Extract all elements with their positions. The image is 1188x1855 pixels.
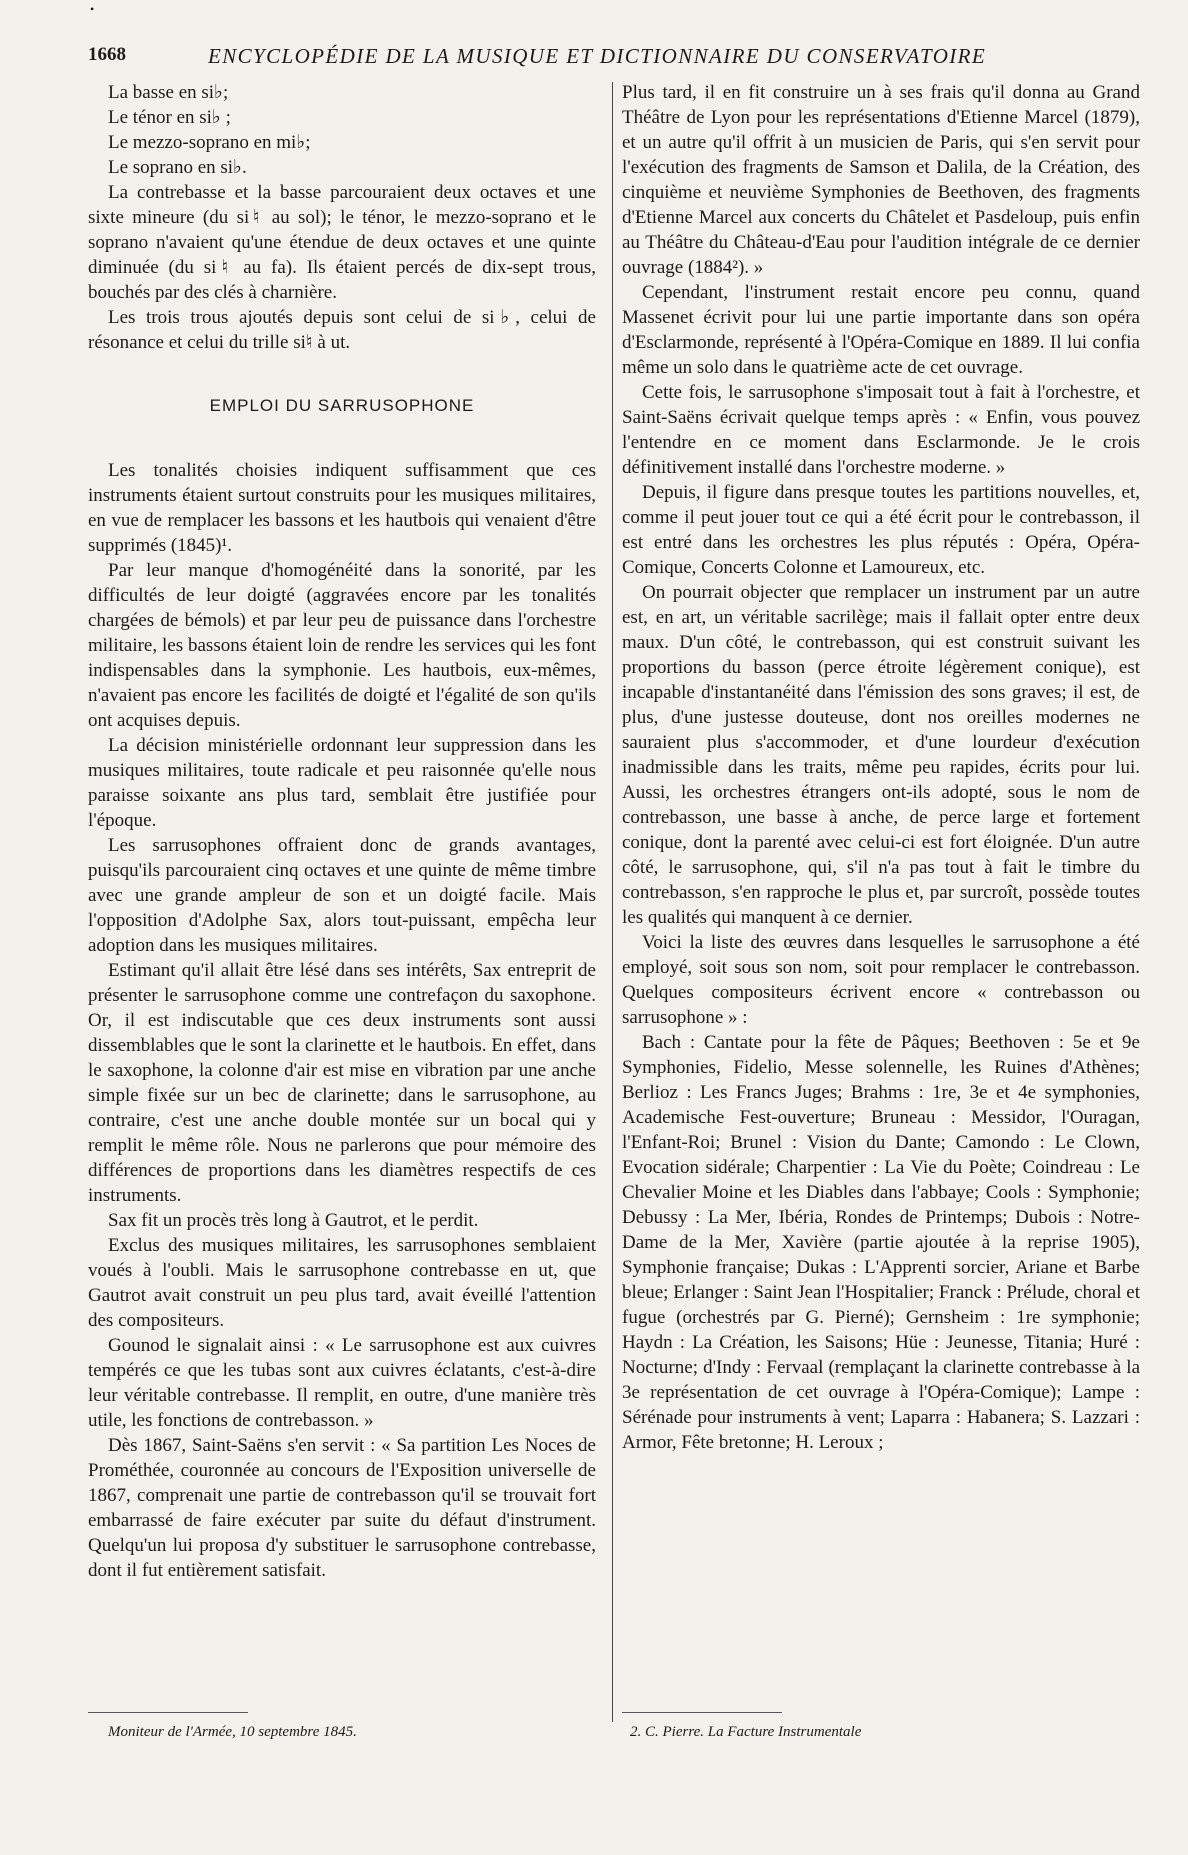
paragraph: Cependant, l'instrument restait encore peu connu, quand Massenet écrivit pour lui une partie importante dans son opéra d'Esclarmonde, représenté à l'Opéra-Comique en 1889. Il lui confia même un solo dans le quatrième acte de cet ouvrage. bbox=[622, 282, 1140, 378]
works-list: Bach : Cantate pour la fête de Pâques; Beethoven : 5e et 9e Symphonies, Fidelio, Messe solennelle, les Ruines d'Athènes; Berlioz : Les Francs Juges; Brahms : 1re, 3e et 4e symphonies, Academische Fest-ouverture; Bruneau : Messidor, l'Ouragan, l'Enfant-Roi; Brunel : Vision du Dante; Camondo : Le Clown, Evocation sidérale; Charpentier : La Vie du Poète; Coindreau : Le Chevalier Moine et les Diables dans l'abbaye; Cools : Symphonie; Debussy : La Mer, Ibéria, Rondes de Printemps; Dubois : Notre-Dame de la Mer, Xavière (partie ajoutée à la reprise 1905), Symphonie française; Dukas : L'Apprenti sorcier, Ariane et Barbe bleue; Erlanger : Saint Jean l'Hospitalier; Franck : Prélude, choral et fugue (orchestrés par G. Pierné); Gernsheim : 1re symphonie; Haydn : La Création, les Saisons; Hüe : Jeunesse, Titania; Huré : Nocturne; d'Indy : Fervaal (remplaçant la clarinette contrebasse à la 3e représentation de cet ouvrage à l'Opéra-Comique); Lampe : Sérénade pour instruments à vent; Laparra : Habanera; S. Lazzari : Armor, Fête bretonne; H. Leroux ; bbox=[622, 1032, 1140, 1453]
running-header bbox=[88, 44, 1148, 74]
paragraph: La décision ministérielle ordonnant leur suppression dans les musiques militaires, toute radicale et peu raisonnée qu'elle nous paraisse soixante ans plus tard, semblait être justifiée pour l'époque. bbox=[88, 735, 596, 831]
footnote-right: 2. C. Pierre. La Facture Instrumentale bbox=[630, 1724, 862, 1740]
page-number: 1668 bbox=[88, 44, 126, 65]
paragraph: Par leur manque d'homogénéité dans la sonorité, par les difficultés de leur doigté (aggravées encore par les tonalités chargées de bémols) et par leur peu de puissance dans l'orchestre militaire, les bassons étaient loin de rendre les services qui les font indispensables dans la symphonie. Les hautbois, eux-mêmes, n'avaient pas encore les facilités de doigté et l'égalité de son qu'ils ont acquises depuis. bbox=[88, 560, 596, 731]
paragraph: Sax fit un procès très long à Gautrot, et le perdit. bbox=[108, 1210, 479, 1231]
paragraph: Les trois trous ajoutés depuis sont celui de si♭, celui de résonance et celui du trille si♮ à ut. bbox=[88, 307, 596, 353]
right-column bbox=[622, 80, 1140, 1455]
footnote-rule bbox=[622, 1712, 782, 1713]
paragraph: On pourrait objecter que remplacer un instrument par un autre est, en art, un véritable sacrilège; mais il fallait opter entre deux maux. D'un côté, le contrebasson, qui est construit suivant les proportions du basson (perce étroite légèrement conique), est incapable d'instantanéité dans l'émission des sons graves; il est, de plus, d'une justesse douteuse, dont nos oreilles modernes ne sauraient plus s'accommoder, et d'une lourdeur d'exécution inadmissible dans les traits, même peu rapides, écrits pour lui. Aussi, les orchestres étrangers ont-ils adopté, sous le nom de contrebasson, une basse à anche, de perce large et fortement conique, dont la parenté avec celui-ci est fort éloignée. D'un autre côté, le sarrusophone, qui, s'il n'a pas tout à fait le timbre du contrebasson, s'en rapproche le plus et, par surcroît, possède toutes les qualités qui manquent à ce dernier. bbox=[622, 582, 1140, 928]
voice-line: Le mezzo-soprano en mi♭; bbox=[108, 132, 311, 153]
paragraph: Exclus des musiques militaires, les sarrusophones semblaient voués à l'oubli. Mais le sarrusophone contrebasse en ut, que Gautrot avait construit un peu plus tard, avait éveillé l'attention des compositeurs. bbox=[88, 1235, 596, 1331]
column-divider bbox=[612, 82, 613, 1722]
running-title: ENCYCLOPÉDIE DE LA MUSIQUE ET DICTIONNAIRE DU CONSERVATOIRE bbox=[208, 44, 987, 68]
section-title: EMPLOI DU SARRUSOPHONE bbox=[209, 396, 475, 415]
paragraph: Gounod le signalait ainsi : « Le sarrusophone est aux cuivres tempérés ce que les tubas sont aux cuivres éclatants, c'est-à-dire leur véritable contrebasse. Il remplit, en outre, d'une manière très utile, les fonctions de contrebasson. » bbox=[88, 1335, 596, 1431]
margin-mark: • bbox=[90, 2, 95, 16]
paragraph: Cette fois, le sarrusophone s'imposait tout à fait à l'orchestre, et Saint-Saëns écrivait quelque temps après : « Enfin, vous pouvez l'entendre en ce moment dans Esclarmonde. Je le crois définitivement installé dans l'orchestre moderne. » bbox=[622, 382, 1140, 478]
paragraph: Dès 1867, Saint-Saëns s'en servit : « Sa partition Les Noces de Prométhée, couronnée au concours de l'Exposition universelle de 1867, comprenait une partie de contrebasson qu'il se trouvait fort embarrassé de faire exécuter par suite du défaut d'instrument. Quelqu'un lui proposa d'y substituer le sarrusophone contrebasse, dont il fut entièrement satisfait. bbox=[88, 1435, 596, 1581]
footnote-left: Moniteur de l'Armée, 10 septembre 1845. bbox=[108, 1724, 357, 1740]
paragraph: Depuis, il figure dans presque toutes les partitions nouvelles, et, comme il peut jouer tout ce qui a été écrit pour le contrebasson, il est entré dans les orchestres les plus réputés : Opéra, Opéra-Comique, Concerts Colonne et Lamoureux, etc. bbox=[622, 482, 1140, 578]
paragraph: Estimant qu'il allait être lésé dans ses intérêts, Sax entreprit de présenter le sarrusophone comme une contrefaçon du saxophone. Or, il est indiscutable que ces deux instruments sont aussi dissemblables que le sont la clarinette et le hautbois. En effet, dans le saxophone, la colonne d'air est mise en vibration par une anche simple fixée sur un bec de clarinette; dans le sarrusophone, au contraire, c'est une anche double montée sur un bocal qui y remplit le même rôle. Nous ne parlerons que pour mémoire des différences de proportions dans les diamètres respectifs de ces instruments. bbox=[88, 960, 596, 1206]
voice-line: La basse en si♭; bbox=[108, 82, 229, 103]
paragraph: Plus tard, il en fit construire un à ses frais qu'il donna au Grand Théâtre de Lyon pour les représentations d'Etienne Marcel (1879), et un autre qu'il offrit à un musicien de Paris, qui s'en servit pour l'exécution des fragments de Samson et Dalila, de la Création, des cinquième et neuvième Symphonies de Beethoven, des fragments d'Etienne Marcel aux concerts du Châtelet et Pasdeloup, puis enfin au Théâtre du Château-d'Eau pour l'audition intégrale de ce dernier ouvrage (1884²). » bbox=[622, 82, 1140, 278]
left-column bbox=[88, 80, 596, 1583]
paragraph: Voici la liste des œuvres dans lesquelles le sarrusophone a été employé, soit sous son nom, soit pour remplacer le contrebasson. Quelques compositeurs écrivent encore « contrebasson ou sarrusophone » : bbox=[622, 932, 1140, 1028]
paragraph: Les sarrusophones offraient donc de grands avantages, puisqu'ils parcouraient cinq octaves et une quinte de même timbre avec une grande ampleur de son et un doigté facile. Mais l'opposition d'Adolphe Sax, alors tout-puissant, empêcha leur adoption dans les musiques militaires. bbox=[88, 835, 596, 956]
voice-line: Le ténor en si♭ ; bbox=[108, 107, 231, 128]
paragraph: Les tonalités choisies indiquent suffisamment que ces instruments étaient surtout construits pour les musiques militaires, en vue de remplacer les bassons et les hautbois qui venaient d'être supprimés (1845)¹. bbox=[88, 460, 596, 556]
footnote-rule bbox=[88, 1712, 248, 1713]
paragraph: La contrebasse et la basse parcouraient deux octaves et une sixte mineure (du si♮ au sol); le ténor, le mezzo-soprano et le soprano n'avaient qu'une étendue de deux octaves et une quinte diminuée (du si♮ au fa). Ils étaient percés de dix-sept trous, bouchés par des clés à charnière. bbox=[88, 182, 596, 303]
voice-line: Le soprano en si♭. bbox=[108, 157, 247, 178]
